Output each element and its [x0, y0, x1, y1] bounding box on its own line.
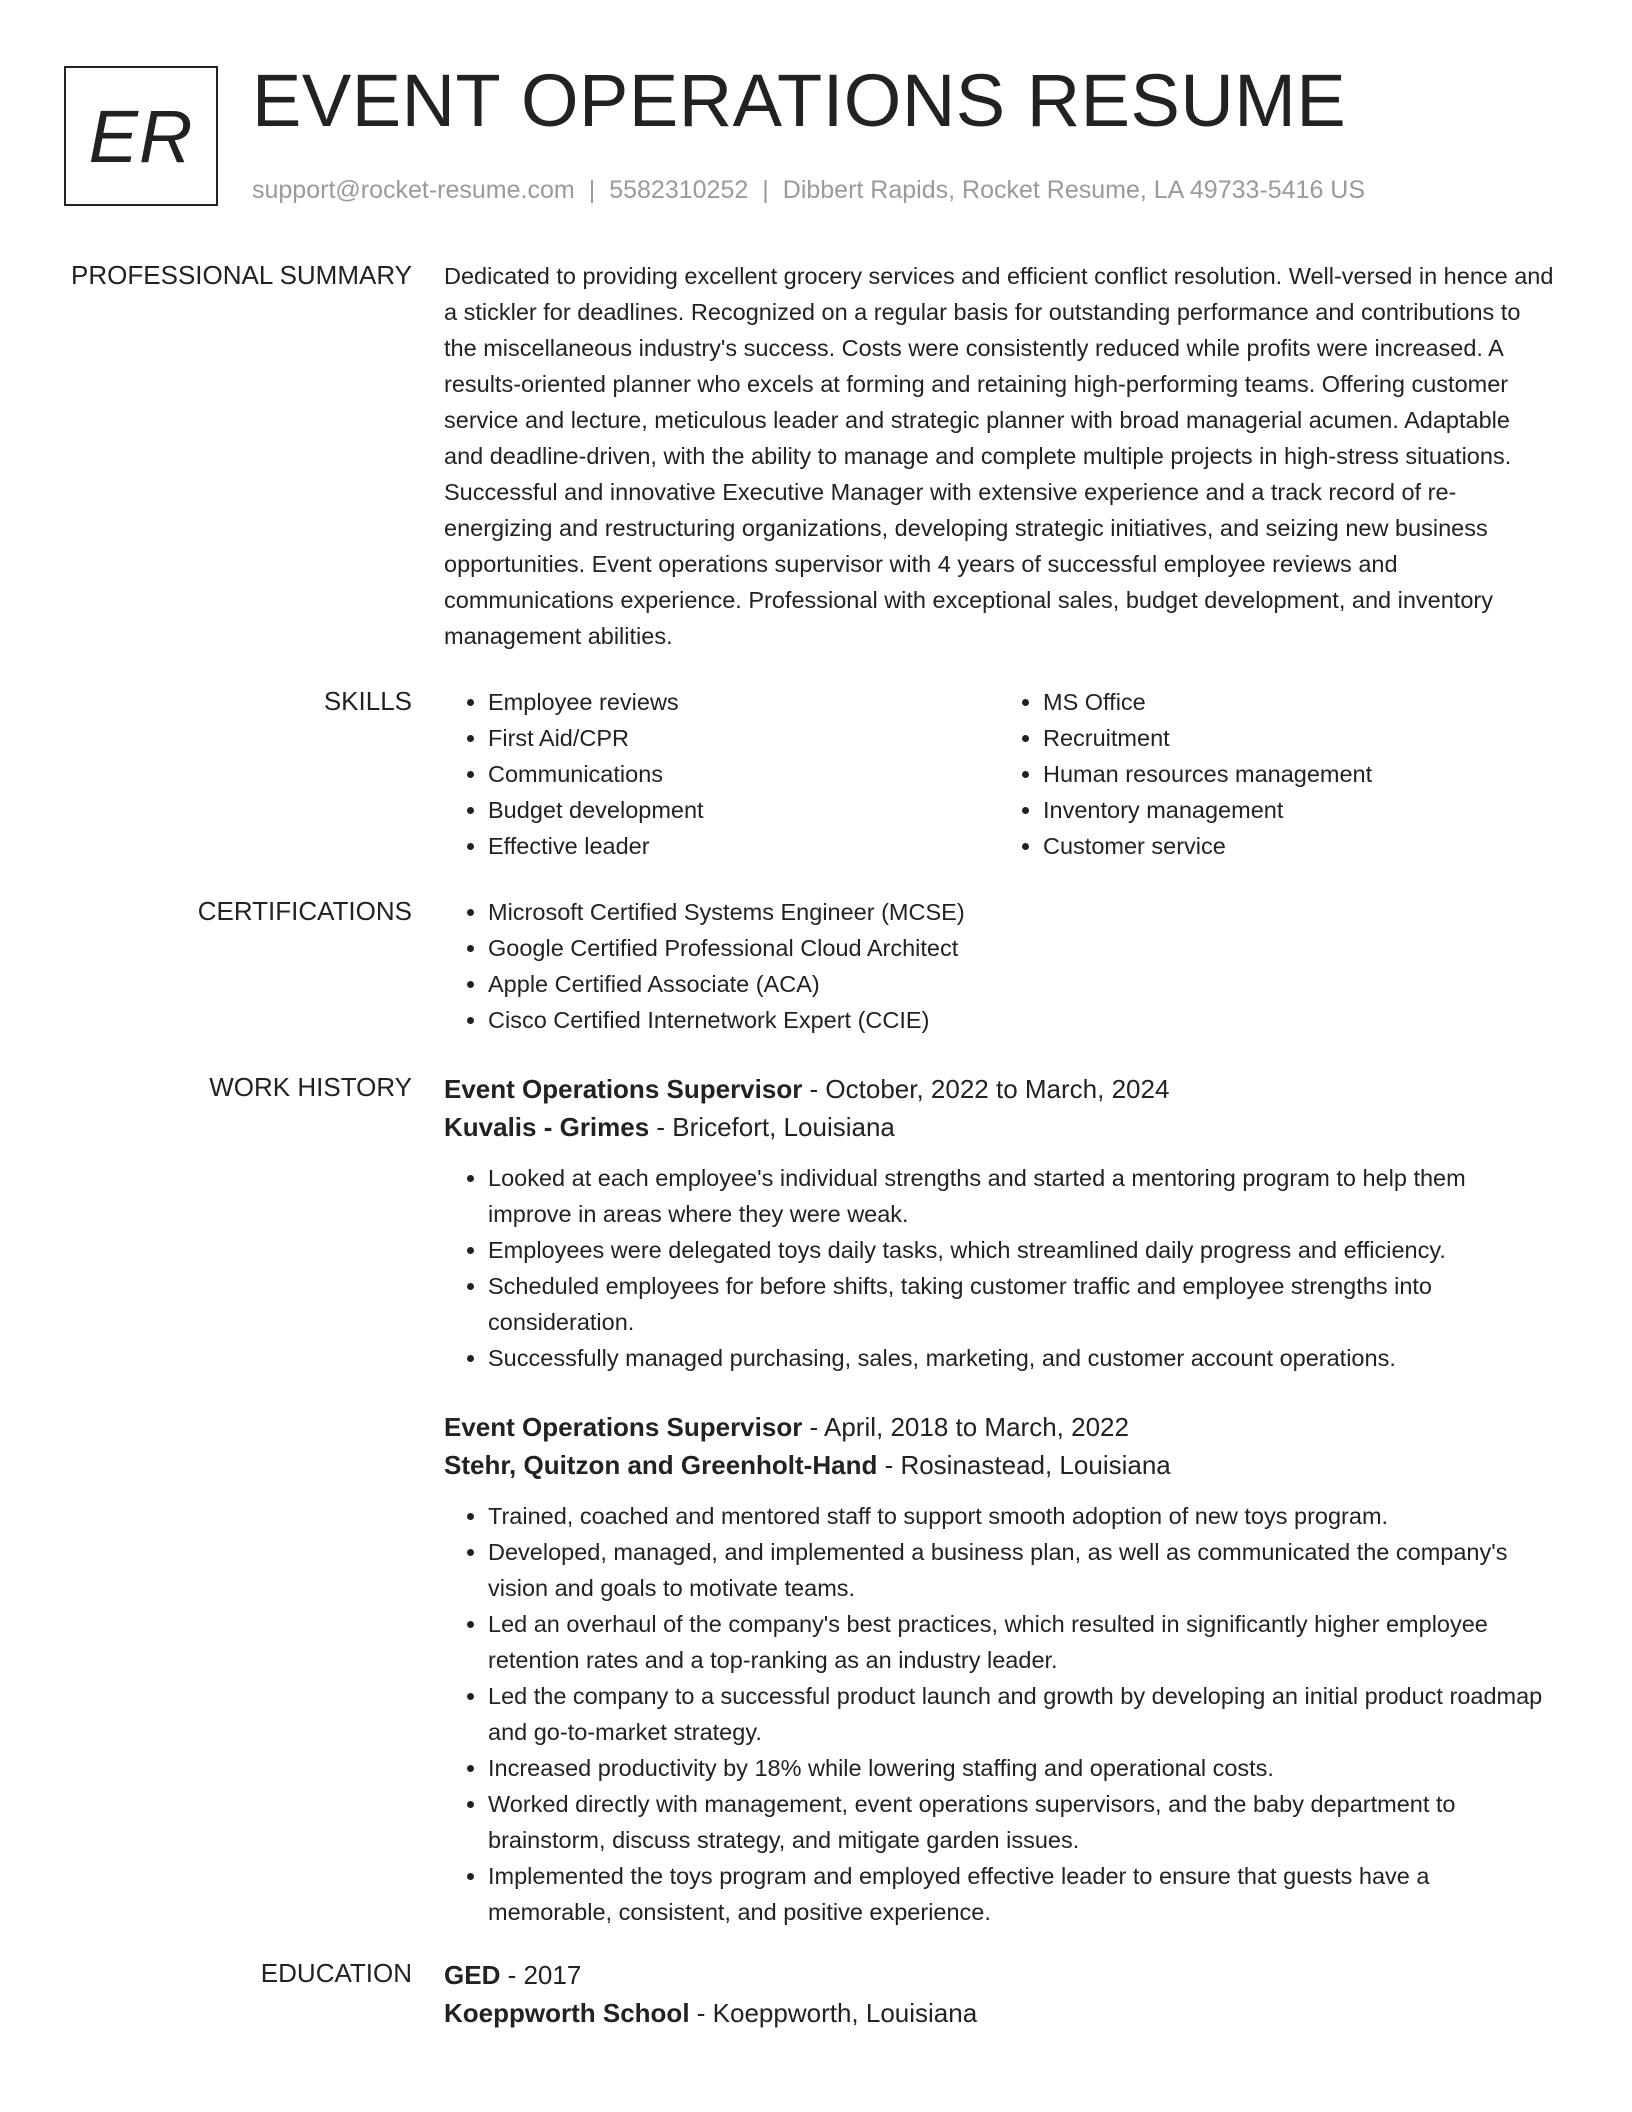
skill-item: • Communications [488, 756, 999, 792]
skill-item: • Customer service [1043, 828, 1554, 864]
job-location: - Rosinastead, Louisiana [877, 1450, 1171, 1480]
certification-item: • Cisco Certified Internetwork Expert (CCIE) [488, 1002, 1554, 1038]
job-bullet: • Trained, coached and mentored staff to support smooth adoption of new toys program. [488, 1498, 1554, 1534]
section-label-education: EDUCATION [260, 1958, 412, 1988]
certifications-list [444, 894, 1554, 1038]
job-bullet: • Looked at each employee's individual strengths and started a mentoring program to help them improve in areas where they were weak. [488, 1160, 1554, 1232]
degree: GED [444, 1960, 501, 1990]
skill-item: • Recruitment [1043, 720, 1554, 756]
job-company-line [444, 1446, 1554, 1484]
school-name: Koeppworth School [444, 1998, 690, 2028]
summary-body [444, 258, 1554, 654]
job-bullets [444, 1160, 1554, 1376]
section-label-summary: PROFESSIONAL SUMMARY [71, 260, 412, 290]
degree-line [444, 1956, 1554, 1994]
certification-item: • Apple Certified Associate (ACA) [488, 966, 1554, 1002]
skill-item: • Employee reviews [488, 684, 999, 720]
job-title: Event Operations Supervisor [444, 1074, 803, 1104]
email-text: support@rocket-resume.com [252, 176, 575, 204]
section-label-skills: SKILLS [323, 686, 412, 716]
skill-item: • Inventory management [1043, 792, 1554, 828]
skill-item: • Budget development [488, 792, 999, 828]
certifications-body [444, 894, 1554, 1038]
job-company-line [444, 1108, 1554, 1146]
contact-separator: | [762, 176, 769, 204]
address-text: Dibbert Rapids, Rocket Resume, LA 49733-5416 US [782, 176, 1366, 204]
monogram-logo: ER [64, 66, 218, 206]
job-bullet: • Increased productivity by 18% while lowering staffing and operational costs. [488, 1750, 1554, 1786]
job-dates: - April, 2018 to March, 2022 [802, 1412, 1129, 1442]
job-bullet: • Led the company to a successful product launch and growth by developing an initial product roadmap and go-to-market strategy. [488, 1678, 1554, 1750]
job-bullets [444, 1498, 1554, 1930]
job-bullet: • Worked directly with management, event operations supervisors, and the baby department to brainstorm, discuss strategy, and mitigate garden issues. [488, 1786, 1554, 1858]
job-bullet: • Led an overhaul of the company's best practices, which resulted in significantly higher employee retention rates and a top-ranking as an industry leader. [488, 1606, 1554, 1678]
certification-item: • Google Certified Professional Cloud Architect [488, 930, 1554, 966]
contact-line [252, 174, 1365, 206]
job-dates: - October, 2022 to March, 2024 [802, 1074, 1170, 1104]
summary-text: Dedicated to providing excellent grocery services and efficient conflict resolution. Well-versed in hence and a stickler for deadlines. Recognized on a regular basis for outstanding performance and contributions to the miscellaneous industry's success. Costs were consistently reduced while profits were increased. A results-oriented planner who excels at forming and retaining high-performing teams. Offering customer service and lecture, meticulous leader and strategic planner with broad managerial acumen. Adaptable and deadline-driven, with the ability to manage and complete multiple projects in high-stress situations. Successful and innovative Executive Manager with extensive experience and a track record of re-energizing and restructuring organizations, developing strategic initiatives, and seizing new business opportunities. Event operations supervisor with 4 years of successful employee reviews and communications experience. Professional with exceptional sales, budget development, and inventory management abilities. [444, 263, 1554, 649]
certification-item: • Microsoft Certified Systems Engineer (MCSE) [488, 894, 1554, 930]
job-title-line [444, 1070, 1554, 1108]
school-line [444, 1994, 1554, 2032]
skills-body [444, 684, 1554, 864]
job-title: Event Operations Supervisor [444, 1412, 803, 1442]
job-bullet: • Employees were delegated toys daily tasks, which streamlined daily progress and efficiency. [488, 1232, 1554, 1268]
education-body [444, 1956, 1554, 2032]
skill-item: • Effective leader [488, 828, 999, 864]
degree-year: - 2017 [500, 1960, 582, 1990]
phone-text: 5582310252 [609, 176, 749, 204]
skill-item: • MS Office [1043, 684, 1554, 720]
skill-item: • First Aid/CPR [488, 720, 999, 756]
job-company: Stehr, Quitzon and Greenholt-Hand [444, 1450, 878, 1480]
skills-list-right [999, 684, 1554, 864]
page-title: EVENT OPERATIONS RESUME [252, 59, 1347, 142]
job-company: Kuvalis - Grimes [444, 1112, 650, 1142]
job-title-line [444, 1408, 1554, 1446]
skills-list-left [444, 684, 999, 864]
job-bullet: • Scheduled employees for before shifts, taking customer traffic and employee strengths into consideration. [488, 1268, 1554, 1340]
section-label-work: WORK HISTORY [209, 1072, 412, 1102]
contact-separator: | [588, 176, 596, 204]
work-history-body [444, 1070, 1554, 1962]
job-bullet: • Successfully managed purchasing, sales, marketing, and customer account operations. [488, 1340, 1554, 1376]
skill-item: • Human resources management [1043, 756, 1554, 792]
section-label-certifications: CERTIFICATIONS [197, 896, 412, 926]
school-location: - Koeppworth, Louisiana [689, 1998, 978, 2028]
job-entry [444, 1070, 1554, 1376]
job-bullet: • Developed, managed, and implemented a business plan, as well as communicated the company's vision and goals to motivate teams. [488, 1534, 1554, 1606]
job-location: - Bricefort, Louisiana [649, 1112, 895, 1142]
job-bullet: • Implemented the toys program and employed effective leader to ensure that guests have a memorable, consistent, and positive experience. [488, 1858, 1554, 1930]
job-entry [444, 1408, 1554, 1930]
